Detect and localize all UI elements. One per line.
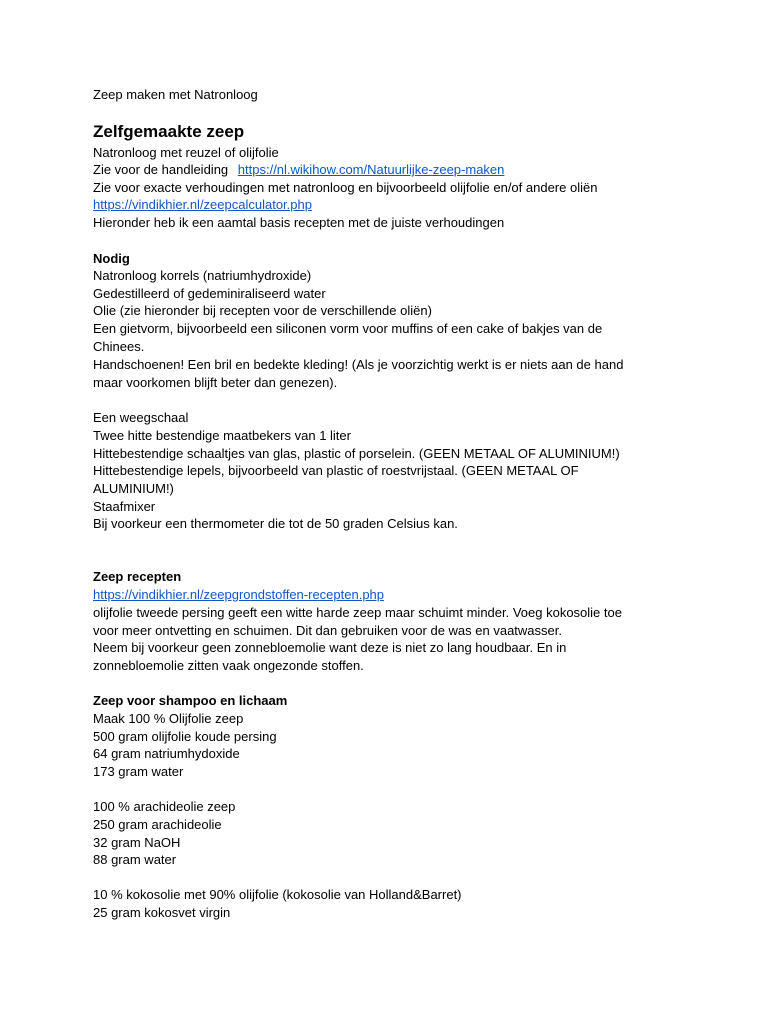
- paragraph-line: olijfolie tweede persing geeft een witte harde zeep maar schuimt minder. Voeg kokosolie toe: [93, 605, 622, 620]
- recipe-line: Maak 100 % Olijfolie zeep: [93, 711, 244, 726]
- list-item: Twee hitte bestendige maatbekers van 1 liter: [93, 428, 351, 443]
- list-item: Handschoenen! Een bril en bedekte kleding! (Als je voorzichtig werkt is er niets aan de hand: [93, 357, 624, 372]
- list-item: Een gietvorm, bijvoorbeeld een siliconen vorm voor muffins of een cake of bakjes van de: [93, 321, 603, 336]
- intro-line: Natronloog met reuzel of olijfolie: [93, 145, 279, 160]
- list-item: Hittebestendige lepels, bijvoorbeeld van plastic of roestvrijstaal. (GEEN METAAL OF: [93, 463, 579, 478]
- recepten-link[interactable]: https://vindikhier.nl/zeepgrondstoffen-recepten.php: [93, 587, 385, 602]
- wikihow-link[interactable]: https://nl.wikihow.com/Natuurlijke-zeep-maken: [237, 162, 505, 177]
- recipe-line: 250 gram arachideolie: [93, 817, 222, 832]
- intro-line: Zie voor exacte verhoudingen met natronloog en bijvoorbeeld olijfolie en/of andere oliën: [93, 180, 598, 195]
- recipe-line: 500 gram olijfolie koude persing: [93, 729, 277, 744]
- recipe-line: 88 gram water: [93, 852, 177, 867]
- recipe-line: 64 gram natriumhydoxide: [93, 746, 240, 761]
- recipe-line: 100 % arachideolie zeep: [93, 799, 236, 814]
- recipe-line: 32 gram NaOH: [93, 835, 181, 850]
- list-item: ALUMINIUM!): [93, 481, 174, 496]
- heading-zelfgemaakte-zeep: Zelfgemaakte zeep: [93, 122, 245, 141]
- list-item: Bij voorkeur een thermometer die tot de 50 graden Celsius kan.: [93, 516, 458, 531]
- intro-line: Hieronder heb ik een aamtal basis recepten met de juiste verhoudingen: [93, 215, 505, 230]
- recipe-line: 25 gram kokosvet virgin: [93, 905, 231, 920]
- paragraph-line: zonnebloemolie zitten vaak ongezonde stoffen.: [93, 658, 364, 673]
- list-item: Hittebestendige schaaltjes van glas, plastic of porselein. (GEEN METAAL OF ALUMINIUM!): [93, 446, 620, 461]
- heading-zeep-recepten: Zeep recepten: [93, 569, 182, 584]
- list-item: Staafmixer: [93, 499, 156, 514]
- recipe-line: 10 % kokosolie met 90% olijfolie (kokosolie van Holland&Barret): [93, 887, 462, 902]
- heading-zeep-shampoo-lichaam: Zeep voor shampoo en lichaam: [93, 693, 288, 708]
- list-item: Natronloog korrels (natriumhydroxide): [93, 268, 312, 283]
- list-item: Een weegschaal: [93, 410, 189, 425]
- doc-title: Zeep maken met Natronloog: [93, 87, 258, 102]
- list-item: Gedestilleerd of gedeminiraliseerd water: [93, 286, 326, 301]
- list-item: maar voorkomen blijft beter dan genezen).: [93, 375, 338, 390]
- zeepcalculator-link[interactable]: https://vindikhier.nl/zeepcalculator.php: [93, 197, 312, 212]
- paragraph-line: Neem bij voorkeur geen zonnebloemolie want deze is niet zo lang houdbaar. En in: [93, 640, 567, 655]
- handleiding-label: Zie voor de handleiding: [93, 162, 229, 177]
- list-item: Chinees.: [93, 339, 145, 354]
- intro-handleiding-line: [93, 161, 504, 178]
- recipe-line: 173 gram water: [93, 764, 184, 779]
- list-item: Olie (zie hieronder bij recepten voor de verschillende oliën): [93, 303, 432, 318]
- paragraph-line: voor meer ontvetting en schuimen. Dit dan gebruiken voor de was en vaatwasser.: [93, 623, 562, 638]
- heading-nodig: Nodig: [93, 251, 130, 266]
